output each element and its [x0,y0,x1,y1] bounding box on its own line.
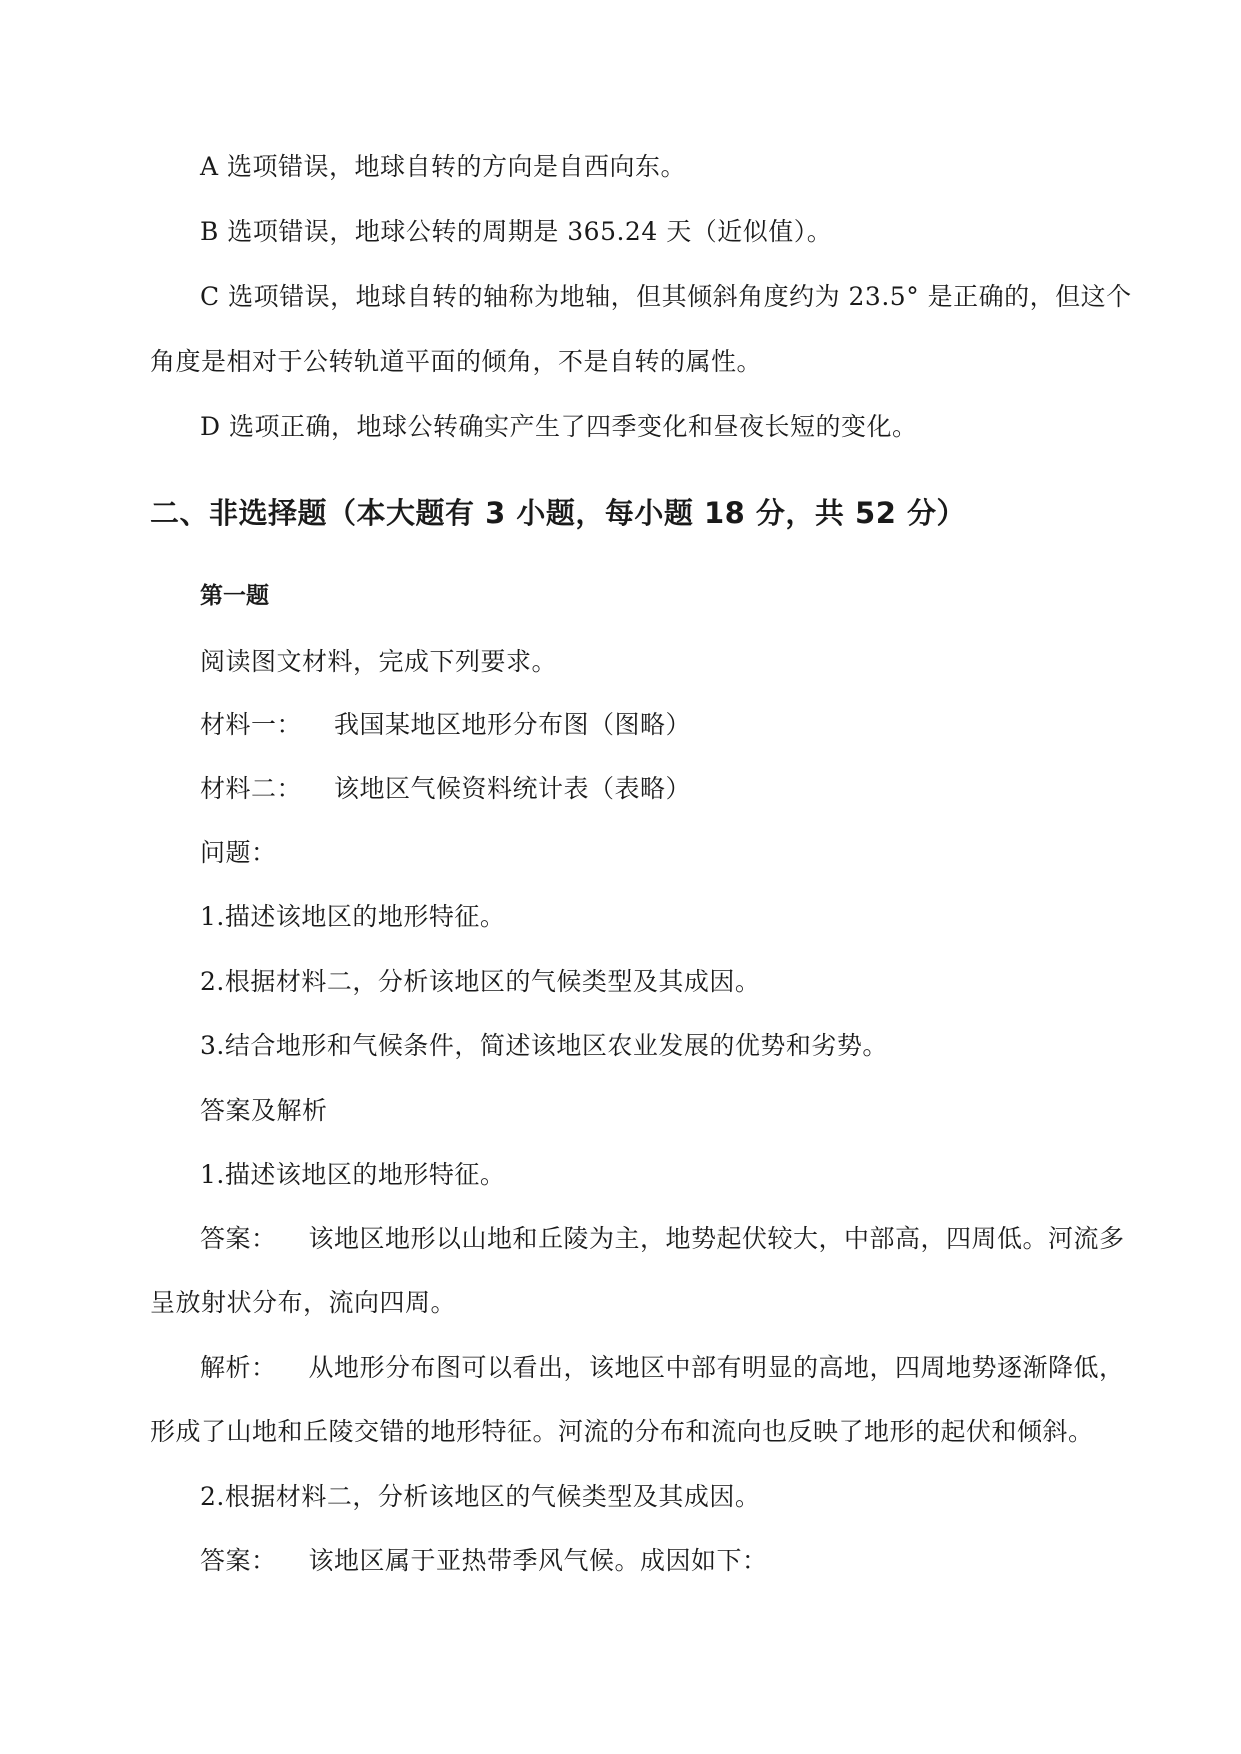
material-two-label: 材料二： [200,774,303,803]
answer1-analysis-line2: 形成了山地和丘陵交错的地形特征。河流的分布和流向也反映了地形的起伏和倾斜。 [150,1417,1094,1446]
section-heading: 二、非选择题（本大题有 3 小题，每小题 18 分，共 52 分） [150,496,966,530]
material-one-label: 材料一： [200,710,303,739]
question-intro: 阅读图文材料，完成下列要求。 [200,647,558,676]
answer2-answer-label: 答案： [200,1546,277,1575]
answer1-answer-line1 [200,1222,1125,1256]
material-one-text: 我国某地区地形分布图（图略） [334,710,692,739]
answer1-answer-line2: 呈放射状分布，流向四周。 [150,1288,457,1317]
material-one [200,708,691,742]
material-two [200,772,691,806]
material-two-text: 该地区气候资料统计表（表略） [334,774,692,803]
answer1-analysis-label: 解析： [200,1353,277,1382]
question-title: 第一题 [200,583,269,609]
answer-option-c-line2: 角度是相对于公转轨道平面的倾角，不是自转的属性。 [150,347,763,376]
questions-label: 问题： [200,838,277,867]
answer-heading: 答案及解析 [200,1096,328,1125]
answer2-answer-text: 该地区属于亚热带季风气候。成因如下： [308,1546,768,1575]
question-item-1: 1.描述该地区的地形特征。 [200,902,506,931]
answer1-analysis-line1 [200,1351,1125,1385]
answer1-analysis-text: 从地形分布图可以看出，该地区中部有明显的高地，四周地势逐渐降低， [308,1353,1125,1382]
answer2-answer-line1 [200,1544,768,1578]
answer-option-a: A 选项错误，地球自转的方向是自西向东。 [200,152,687,181]
answer-option-b: B 选项错误，地球公转的周期是 365.24 天（近似值）。 [200,217,833,246]
answer-option-d: D 选项正确，地球公转确实产生了四季变化和昼夜长短的变化。 [200,412,918,441]
answer1-answer-label: 答案： [200,1224,277,1253]
question-item-2: 2.根据材料二，分析该地区的气候类型及其成因。 [200,967,761,996]
answer1-answer-text: 该地区地形以山地和丘陵为主，地势起伏较大，中部高，四周低。河流多 [308,1224,1125,1253]
question-item-3: 3.结合地形和气候条件，简述该地区农业发展的优势和劣势。 [200,1031,888,1060]
answer-option-c-line1: C 选项错误，地球自转的轴称为地轴，但其倾斜角度约为 23.5° 是正确的，但这个 [200,282,1132,311]
answer1-question: 1.描述该地区的地形特征。 [200,1160,506,1189]
answer2-question: 2.根据材料二，分析该地区的气候类型及其成因。 [200,1482,761,1511]
